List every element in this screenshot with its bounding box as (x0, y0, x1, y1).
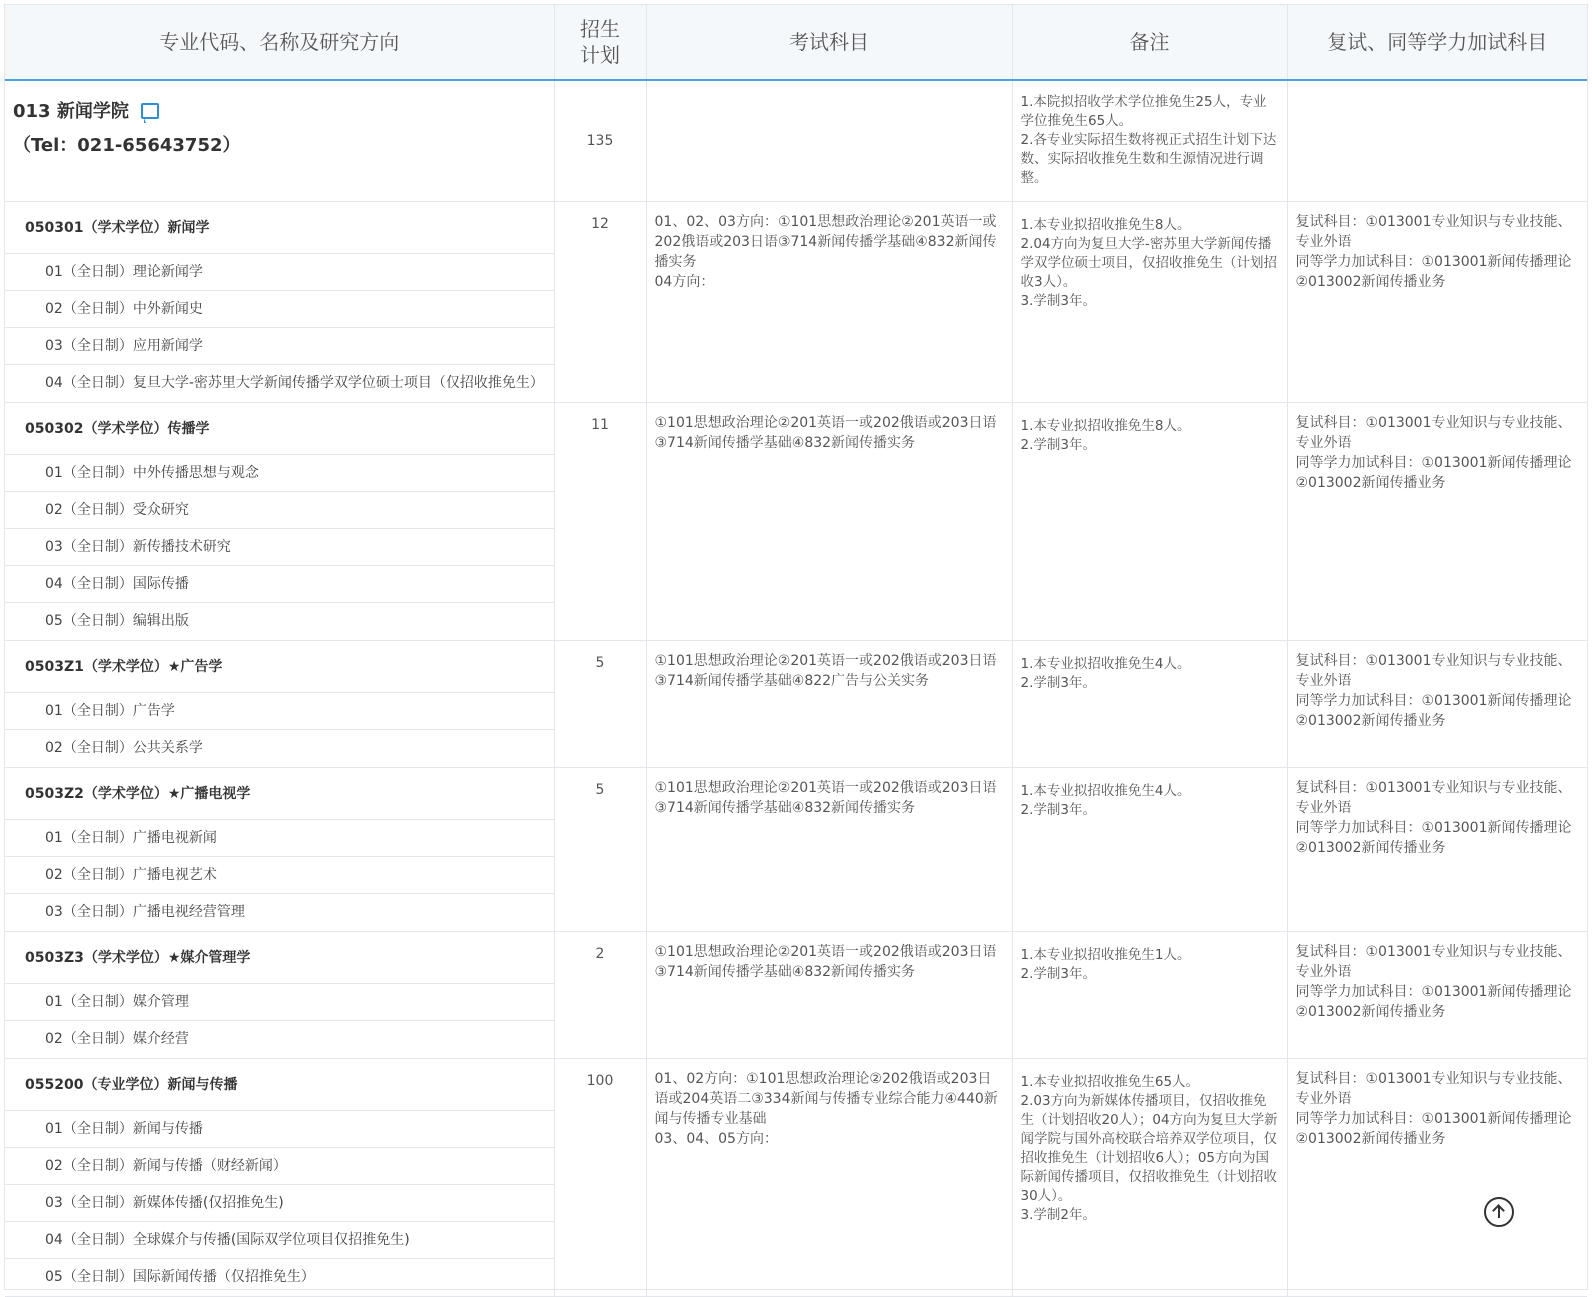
direction-item: 03（全日制）应用新闻学 (5, 328, 554, 365)
major-retest: 复试科目：①013001专业知识与专业技能、专业外语 同等学力加试科目：①013001新闻传播理论②013002新闻传播业务 (1287, 1059, 1587, 1297)
major-note: 1.本专业拟招收推免生65人。 2.03方向为新媒体传播项目，仅招收推免生（计划招收20人）；04方向为复旦大学新闻学院与国外高校联合培养双学位项目，仅招收推免生（计划招收6人）；05方向为国际新闻传播项目，仅招收推免生（计划招收30人）。 3.学制2年。 (1012, 1059, 1287, 1297)
major-retest: 复试科目：①013001专业知识与专业技能、专业外语 同等学力加试科目：①013001新闻传播理论②013002新闻传播业务 (1287, 403, 1587, 641)
major-title: 050302（学术学位）传播学 (5, 403, 554, 455)
major-name-cell (5, 1059, 554, 1297)
program-table-container (4, 4, 1588, 1290)
department-note: 1.本院拟招收学术学位推免生25人，专业学位推免生65人。 2.各专业实际招生数将视正式招生计划下达数、实际招收推免生数和生源情况进行调整。 (1012, 80, 1287, 202)
major-title: 0503Z3（学术学位）★媒介管理学 (5, 932, 554, 984)
department-name: 013 新闻学院 (13, 101, 129, 122)
major-name-cell (5, 932, 554, 1059)
major-row (5, 641, 1587, 768)
major-plan: 100 (554, 1059, 646, 1297)
direction-item: 02（全日制）媒介经营 (45, 1031, 189, 1047)
department-row (5, 80, 1587, 202)
major-title: 0503Z2（学术学位）★广播电视学 (5, 768, 554, 820)
major-row (5, 932, 1587, 1059)
direction-item: 02（全日制）新闻与传播（财经新闻） (5, 1148, 554, 1185)
header-retest: 复试、同等学力加试科目 (1287, 5, 1587, 80)
major-exam: ①101思想政治理论②201英语一或202俄语或203日语③714新闻传播学基础④822广告与公关实务 (646, 641, 1012, 768)
direction-item: 01（全日制）新闻与传播 (5, 1111, 554, 1148)
header-row (5, 5, 1587, 80)
header-note: 备注 (1012, 5, 1287, 80)
major-plan: 5 (554, 768, 646, 932)
header-major: 专业代码、名称及研究方向 (5, 5, 554, 80)
major-row (5, 768, 1587, 932)
major-retest: 复试科目：①013001专业知识与专业技能、专业外语 同等学力加试科目：①013001新闻传播理论②013002新闻传播业务 (1287, 641, 1587, 768)
direction-item: 02（全日制）中外新闻史 (5, 291, 554, 328)
major-note: 1.本专业拟招收推免生8人。 2.学制3年。 (1012, 403, 1287, 641)
department-exam (646, 80, 1012, 202)
major-row (5, 403, 1587, 641)
major-row (5, 1059, 1587, 1297)
header-exam: 考试科目 (646, 5, 1012, 80)
major-title: 050301（学术学位）新闻学 (5, 202, 554, 254)
direction-item: 01（全日制）中外传播思想与观念 (5, 455, 554, 492)
major-name-cell (5, 768, 554, 932)
department-tel: （Tel：021-65643752） (13, 135, 241, 156)
header-plan: 招生 计划 (554, 5, 646, 80)
major-note: 1.本专业拟招收推免生4人。 2.学制3年。 (1012, 641, 1287, 768)
major-plan: 5 (554, 641, 646, 768)
direction-item: 04（全日制）国际传播 (5, 566, 554, 603)
major-exam: 01、02方向：①101思想政治理论②202俄语或203日语或204英语二③334新闻与传播专业综合能力④440新闻与传播专业基础 03、04、05方向： (646, 1059, 1012, 1297)
major-plan: 12 (554, 202, 646, 403)
direction-item: 03（全日制）广播电视经营管理 (45, 904, 245, 920)
major-retest: 复试科目：①013001专业知识与专业技能、专业外语 同等学力加试科目：①013001新闻传播理论②013002新闻传播业务 (1287, 932, 1587, 1059)
direction-item: 02（全日制）广播电视艺术 (5, 857, 554, 894)
major-retest: 复试科目：①013001专业知识与专业技能、专业外语 同等学力加试科目：①013001新闻传播理论②013002新闻传播业务 (1287, 202, 1587, 403)
major-plan: 2 (554, 932, 646, 1059)
comment-icon[interactable] (141, 103, 159, 119)
major-plan: 11 (554, 403, 646, 641)
direction-item: 02（全日制）受众研究 (5, 492, 554, 529)
department-retest (1287, 80, 1587, 202)
direction-item: 01（全日制）媒介管理 (5, 984, 554, 1021)
direction-item: 01（全日制）广告学 (5, 693, 554, 730)
direction-item: 04（全日制）复旦大学-密苏里大学新闻传播学双学位硕士项目（仅招收推免生） (45, 375, 544, 391)
direction-item: 03（全日制）新媒体传播(仅招推免生) (5, 1185, 554, 1222)
direction-item: 03（全日制）新传播技术研究 (5, 529, 554, 566)
major-note: 1.本专业拟招收推免生8人。 2.04方向为复旦大学-密苏里大学新闻传播学双学位硕士项目，仅招收推免生（计划招收3人）。 3.学制3年。 (1012, 202, 1287, 403)
major-name-cell (5, 403, 554, 641)
major-row (5, 202, 1587, 403)
major-note: 1.本专业拟招收推免生1人。 2.学制3年。 (1012, 932, 1287, 1059)
back-to-top-icon[interactable] (1484, 1197, 1514, 1227)
direction-item: 05（全日制）国际新闻传播（仅招推免生） (45, 1269, 315, 1285)
major-exam: ①101思想政治理论②201英语一或202俄语或203日语③714新闻传播学基础④832新闻传播实务 (646, 932, 1012, 1059)
direction-item: 04（全日制）全球媒介与传播(国际双学位项目仅招推免生) (5, 1222, 554, 1259)
direction-item: 02（全日制）公共关系学 (45, 740, 203, 756)
major-exam: ①101思想政治理论②201英语一或202俄语或203日语③714新闻传播学基础④832新闻传播实务 (646, 768, 1012, 932)
major-name-cell (5, 641, 554, 768)
program-table (5, 5, 1587, 1297)
major-exam: 01、02、03方向：①101思想政治理论②201英语一或202俄语或203日语③714新闻传播学基础④832新闻传播实务 04方向： (646, 202, 1012, 403)
major-title: 055200（专业学位）新闻与传播 (5, 1059, 554, 1111)
major-retest: 复试科目：①013001专业知识与专业技能、专业外语 同等学力加试科目：①013001新闻传播理论②013002新闻传播业务 (1287, 768, 1587, 932)
major-title: 0503Z1（学术学位）★广告学 (5, 641, 554, 693)
major-exam: ①101思想政治理论②201英语一或202俄语或203日语③714新闻传播学基础④832新闻传播实务 (646, 403, 1012, 641)
direction-item: 01（全日制）广播电视新闻 (5, 820, 554, 857)
department-plan: 135 (554, 80, 646, 202)
direction-item: 01（全日制）理论新闻学 (5, 254, 554, 291)
direction-item: 05（全日制）编辑出版 (45, 613, 189, 629)
department-cell (5, 80, 554, 202)
major-name-cell (5, 202, 554, 403)
major-note: 1.本专业拟招收推免生4人。 2.学制3年。 (1012, 768, 1287, 932)
